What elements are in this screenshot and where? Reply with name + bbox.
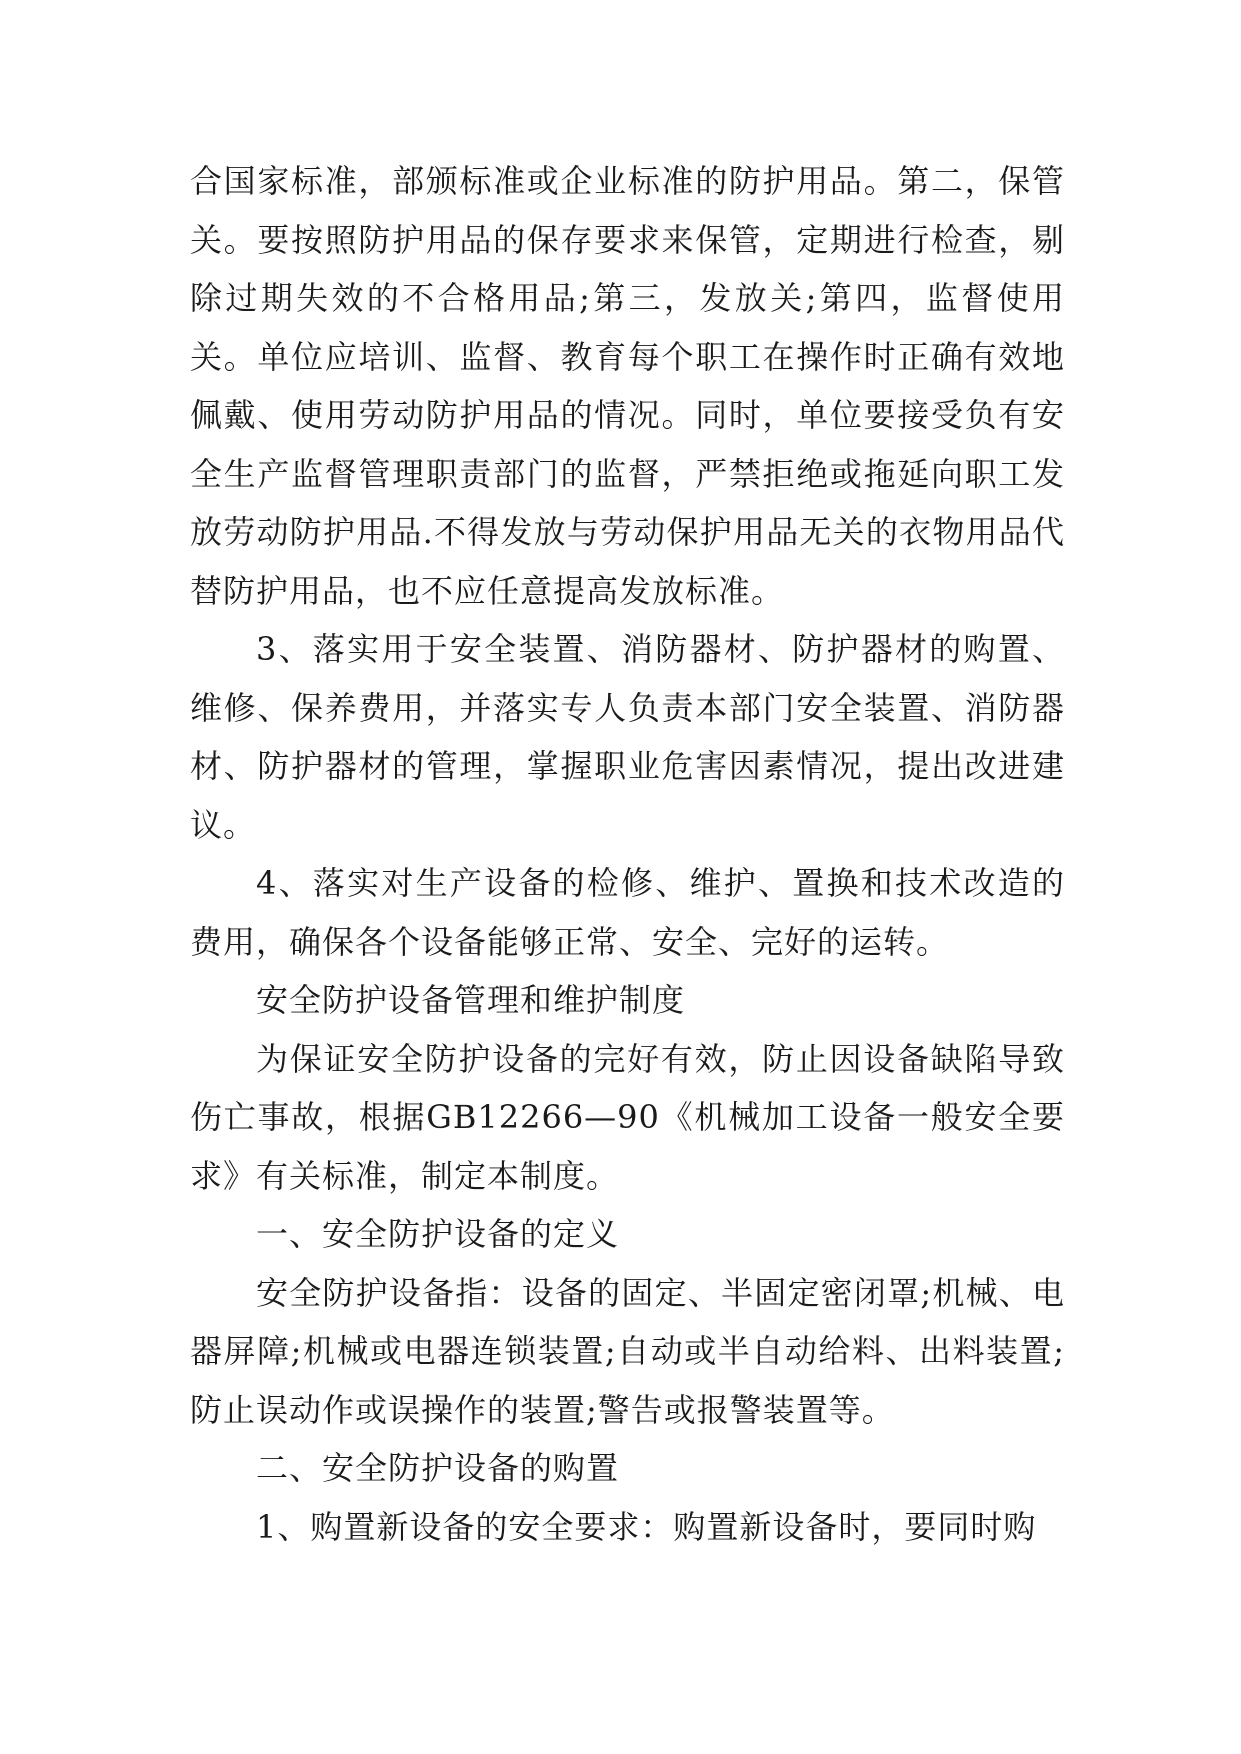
subheading-purchase: 二、安全防护设备的购置 [256,1449,620,1487]
paragraph-item-3-safety-funding: 3、落实用于安全装置、消防器材、防护器材的购置、维修、保养费用，并落实专人负责本部门安全装置、消防器材、防护器材的管理，掌握职业危害因素情况，提出改进建议。 [190,630,1065,844]
paragraph-purchase-requirement: 1、购置新设备的安全要求：购置新设备时，要同时购 [256,1507,1037,1546]
paragraph-system-purpose: 为保证安全防护设备的完好有效，防止因设备缺陷导致伤亡事故，根据GB12266—90《机械加工设备一般安全要求》有关标准，制定本制度。 [190,1039,1065,1195]
subheading-definition: 一、安全防护设备的定义 [256,1215,620,1253]
document-body [190,152,1065,1556]
paragraph-item-4-equipment-maintenance: 4、落实对生产设备的检修、维护、置换和技术改造的费用，确保各个设备能够正常、安全、完好的运转。 [190,864,1065,961]
paragraph-protective-equipment-management: 合国家标准，部颁标准或企业标准的防护用品。第二，保管关。要按照防护用品的保存要求来保管，定期进行检查，剔除过期失效的不合格用品;第三，发放关;第四，监督使用关。单位应培训、监督、教育每个职工在操作时正确有效地佩戴、使用劳动防护用品的情况。同时，单位要接受负有安全生产监督管理职责部门的监督，严禁拒绝或拖延向职工发放劳动防护用品.不得发放与劳动保护用品无关的衣物用品代替防护用品，也不应任意提高发放标准。 [190,162,1065,610]
paragraph-definition-body: 安全防护设备指：设备的固定、半固定密闭罩;机械、电器屏障;机械或电器连锁装置;自动或半自动给料、出料装置;防止误动作或误操作的装置;警告或报警装置等。 [190,1273,1065,1429]
section-title-safety-device-system: 安全防护设备管理和维护制度 [256,981,686,1019]
